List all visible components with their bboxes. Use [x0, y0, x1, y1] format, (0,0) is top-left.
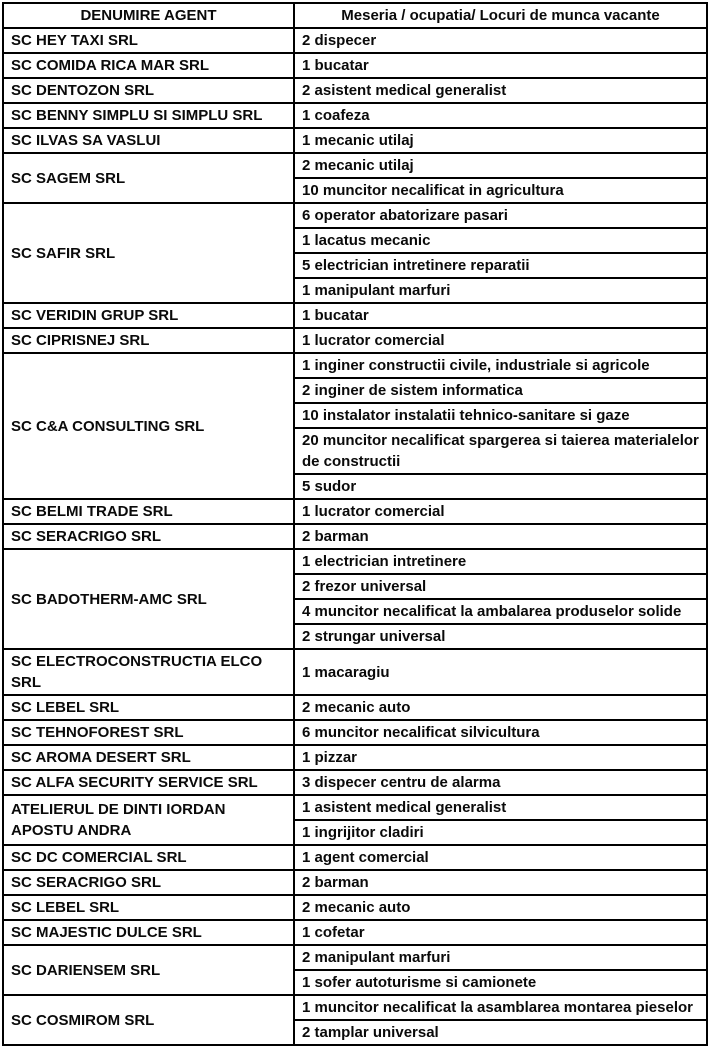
table-row: [3, 995, 707, 1020]
table-body: [3, 28, 707, 1045]
table-row: [3, 945, 707, 970]
agent-name-cell: SC DARIENSEM SRL: [3, 945, 294, 995]
vacancy-cell: 1 inginer constructii civile, industriale si agricole: [294, 353, 707, 378]
table-row: [3, 720, 707, 745]
vacancy-cell: 2 strungar universal: [294, 624, 707, 649]
agent-name-cell: SC SERACRIGO SRL: [3, 870, 294, 895]
vacancy-cell: 1 bucatar: [294, 53, 707, 78]
agent-name-cell: SC DENTOZON SRL: [3, 78, 294, 103]
table-row: [3, 870, 707, 895]
agent-name-cell: SC ALFA SECURITY SERVICE SRL: [3, 770, 294, 795]
table-row: [3, 203, 707, 228]
vacancy-table: [2, 2, 708, 1046]
vacancy-cell: 2 inginer de sistem informatica: [294, 378, 707, 403]
table-row: [3, 770, 707, 795]
agent-name-cell: ATELIERUL DE DINTI IORDAN APOSTU ANDRA: [3, 795, 294, 845]
table-row: [3, 920, 707, 945]
vacancy-cell: 1 lacatus mecanic: [294, 228, 707, 253]
vacancy-cell: 4 muncitor necalificat la ambalarea produselor solide: [294, 599, 707, 624]
vacancy-cell: 1 lucrator comercial: [294, 499, 707, 524]
vacancy-cell: 6 muncitor necalificat silvicultura: [294, 720, 707, 745]
agent-name-cell: SC SAFIR SRL: [3, 203, 294, 303]
agent-name-cell: SC ELECTROCONSTRUCTIA ELCO SRL: [3, 649, 294, 695]
agent-name-cell: SC VERIDIN GRUP SRL: [3, 303, 294, 328]
vacancy-cell: 1 coafeza: [294, 103, 707, 128]
vacancy-cell: 2 manipulant marfuri: [294, 945, 707, 970]
column-header-jobs: Meseria / ocupatia/ Locuri de munca vacante: [294, 3, 707, 28]
table-row: [3, 745, 707, 770]
vacancy-cell: 2 mecanic utilaj: [294, 153, 707, 178]
table-row: [3, 524, 707, 549]
table-row: [3, 303, 707, 328]
agent-name-cell: SC BENNY SIMPLU SI SIMPLU SRL: [3, 103, 294, 128]
header-row: [3, 3, 707, 28]
column-header-agent: DENUMIRE AGENT: [3, 3, 294, 28]
vacancy-cell: 2 mecanic auto: [294, 695, 707, 720]
agent-name-cell: SC CIPRISNEJ SRL: [3, 328, 294, 353]
vacancy-cell: 5 sudor: [294, 474, 707, 499]
vacancy-cell: 1 sofer autoturisme si camionete: [294, 970, 707, 995]
agent-name-cell: SC DC COMERCIAL SRL: [3, 845, 294, 870]
agent-name-cell: SC SERACRIGO SRL: [3, 524, 294, 549]
vacancy-cell: 10 instalator instalatii tehnico-sanitare si gaze: [294, 403, 707, 428]
table-row: [3, 499, 707, 524]
vacancy-cell: 1 electrician intretinere: [294, 549, 707, 574]
agent-name-cell: SC BADOTHERM-AMC SRL: [3, 549, 294, 649]
agent-name-cell: SC MAJESTIC DULCE SRL: [3, 920, 294, 945]
vacancy-cell: 1 lucrator comercial: [294, 328, 707, 353]
agent-name-cell: SC C&A CONSULTING SRL: [3, 353, 294, 499]
vacancy-cell: 2 asistent medical generalist: [294, 78, 707, 103]
agent-name-cell: SC COSMIROM SRL: [3, 995, 294, 1045]
vacancy-cell: 2 barman: [294, 524, 707, 549]
vacancy-cell: 1 macaragiu: [294, 649, 707, 695]
agent-name-cell: SC TEHNOFOREST SRL: [3, 720, 294, 745]
vacancy-cell: 1 manipulant marfuri: [294, 278, 707, 303]
table-row: [3, 549, 707, 574]
vacancy-cell: 1 bucatar: [294, 303, 707, 328]
vacancy-cell: 1 cofetar: [294, 920, 707, 945]
agent-name-cell: SC COMIDA RICA MAR SRL: [3, 53, 294, 78]
table-row: [3, 795, 707, 820]
vacancy-cell: 1 mecanic utilaj: [294, 128, 707, 153]
vacancy-cell: 2 barman: [294, 870, 707, 895]
table-row: [3, 128, 707, 153]
agent-name-cell: SC LEBEL SRL: [3, 895, 294, 920]
vacancy-cell: 2 tamplar universal: [294, 1020, 707, 1045]
agent-name-cell: SC LEBEL SRL: [3, 695, 294, 720]
table-row: [3, 153, 707, 178]
vacancy-cell: 1 asistent medical generalist: [294, 795, 707, 820]
table-row: [3, 895, 707, 920]
vacancy-cell: 1 pizzar: [294, 745, 707, 770]
table-row: [3, 695, 707, 720]
table-row: [3, 103, 707, 128]
agent-name-cell: SC BELMI TRADE SRL: [3, 499, 294, 524]
vacancy-cell: 1 ingrijitor cladiri: [294, 820, 707, 845]
vacancy-cell: 1 agent comercial: [294, 845, 707, 870]
vacancy-cell: 20 muncitor necalificat spargerea si taierea materialelor de constructii: [294, 428, 707, 474]
vacancy-cell: 2 dispecer: [294, 28, 707, 53]
vacancy-cell: 10 muncitor necalificat in agricultura: [294, 178, 707, 203]
vacancy-cell: 2 mecanic auto: [294, 895, 707, 920]
agent-name-cell: SC AROMA DESERT SRL: [3, 745, 294, 770]
table-row: [3, 78, 707, 103]
table-row: [3, 328, 707, 353]
vacancy-cell: 1 muncitor necalificat la asamblarea montarea pieselor: [294, 995, 707, 1020]
table-row: [3, 845, 707, 870]
table-row: [3, 53, 707, 78]
vacancy-cell: 2 frezor universal: [294, 574, 707, 599]
vacancy-cell: 5 electrician intretinere reparatii: [294, 253, 707, 278]
agent-name-cell: SC SAGEM SRL: [3, 153, 294, 203]
vacancy-cell: 3 dispecer centru de alarma: [294, 770, 707, 795]
table-row: [3, 353, 707, 378]
table-row: [3, 28, 707, 53]
vacancy-cell: 6 operator abatorizare pasari: [294, 203, 707, 228]
table-row: [3, 649, 707, 695]
agent-name-cell: SC ILVAS SA VASLUI: [3, 128, 294, 153]
agent-name-cell: SC HEY TAXI SRL: [3, 28, 294, 53]
